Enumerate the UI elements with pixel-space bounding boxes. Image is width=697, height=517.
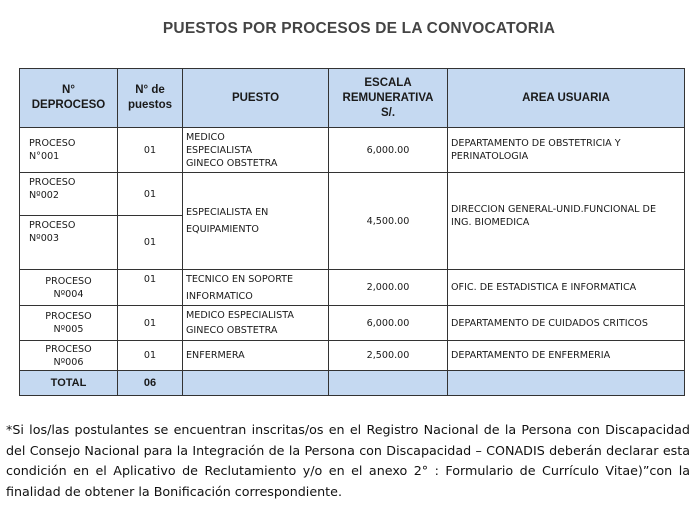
proceso-number: Nº005 — [53, 324, 84, 335]
proceso-number: Nº003 — [29, 233, 60, 244]
header-num-line1: N° de — [135, 84, 165, 96]
proceso-number: N°001 — [29, 151, 60, 162]
proceso-label: PROCESO — [45, 343, 92, 355]
cell-num: 01 — [118, 341, 183, 371]
header-puesto: PUESTO — [183, 69, 329, 128]
cell-proceso — [20, 270, 118, 306]
cell-escala: 4,500.00 — [329, 173, 448, 270]
cell-puesto — [183, 306, 329, 341]
footnote: *Si los/las postulantes se encuentran inscritas/os en el Registro Nacional de la Persona con Discapacidad del Consejo Nacional para la Integración de la Persona con Discapacidad – CONADIS deberán declarar esta condición en el Aplicativo de Reclutamiento y/o en el anexo 2° : Formulario de Currículo Vitae)”con la finalidad de obtener la Bonificación correspondiente. — [6, 422, 690, 499]
area-line1: DIRECCION GENERAL-UNID.FUNCIONAL DE — [451, 204, 657, 215]
positions-table — [19, 68, 685, 396]
proceso-label: PROCESO — [29, 138, 76, 149]
area-line2: ING. BIOMEDICA — [451, 217, 530, 228]
total-value: 06 — [118, 371, 183, 396]
puesto-line1: MEDICO — [186, 131, 225, 143]
cell-puesto: ENFERMERA — [183, 341, 329, 371]
header-escala — [329, 69, 448, 128]
cell-proceso — [20, 128, 118, 173]
proceso-label: PROCESO — [29, 220, 76, 231]
header-escala-line3: S/. — [380, 106, 396, 119]
cell-num: 01 — [118, 270, 183, 306]
cell-area: DEPARTAMENTO DE ENFERMERIA — [448, 341, 685, 371]
total-label: TOTAL — [20, 371, 118, 396]
cell-escala: 2,500.00 — [329, 341, 448, 371]
cell-puesto — [183, 128, 329, 173]
cell-proceso — [20, 173, 118, 216]
header-proceso-line2: DEPROCESO — [31, 99, 106, 111]
cell-area — [448, 128, 685, 173]
cell-puesto — [183, 270, 329, 306]
table-row — [20, 128, 685, 173]
puesto-line3: GINECO OBSTETRA — [186, 157, 278, 169]
cell-escala: 2,000.00 — [329, 270, 448, 306]
proceso-number: Nº002 — [29, 190, 60, 201]
puesto-line2: ESPECIALISTA — [186, 144, 253, 156]
cell-area: OFIC. DE ESTADISTICA E INFORMATICA — [448, 270, 685, 306]
table-row — [20, 341, 685, 371]
header-num-puestos — [118, 69, 183, 128]
total-empty-cell — [183, 371, 329, 396]
header-proceso — [20, 69, 118, 128]
total-empty-cell — [329, 371, 448, 396]
cell-puesto — [183, 173, 329, 270]
header-proceso-line1: N° — [62, 84, 75, 96]
puesto-line1: MEDICO ESPECIALISTA — [186, 310, 294, 321]
area-line2: PERINATOLOGIA — [451, 151, 529, 162]
puesto-line2: INFORMATICO — [186, 290, 253, 302]
puesto-line1: ESPECIALISTA EN — [186, 207, 269, 218]
table-row — [20, 173, 685, 216]
header-num-line2: puestos — [127, 99, 173, 111]
puesto-line1: TECNICO EN SOPORTE — [186, 273, 294, 285]
proceso-number: Nº006 — [53, 356, 84, 368]
cell-proceso — [20, 216, 118, 270]
proceso-number: Nº004 — [53, 288, 84, 300]
proceso-label: PROCESO — [45, 311, 92, 322]
cell-num: 01 — [118, 306, 183, 341]
cell-num: 01 — [118, 173, 183, 216]
total-row — [20, 371, 685, 396]
proceso-label: PROCESO — [29, 177, 76, 188]
table-row — [20, 306, 685, 341]
puesto-line2: GINECO OBSTETRA — [186, 325, 278, 336]
header-area: AREA USUARIA — [448, 69, 685, 128]
cell-num: 01 — [118, 216, 183, 270]
header-escala-line2: REMUNERATIVA — [342, 91, 434, 104]
header-escala-line1: ESCALA — [364, 76, 412, 89]
table-row — [20, 270, 685, 306]
table-header-row — [20, 69, 685, 128]
cell-escala: 6,000.00 — [329, 306, 448, 341]
cell-proceso — [20, 306, 118, 341]
cell-area — [448, 173, 685, 270]
total-empty-cell — [448, 371, 685, 396]
cell-area: DEPARTAMENTO DE CUIDADOS CRITICOS — [448, 306, 685, 341]
proceso-label: PROCESO — [45, 275, 92, 287]
page-title: PUESTOS POR PROCESOS DE LA CONVOCATORIA — [162, 20, 556, 37]
cell-escala: 6,000.00 — [329, 128, 448, 173]
puesto-line2: EQUIPAMIENTO — [186, 224, 259, 235]
cell-num: 01 — [118, 128, 183, 173]
area-line1: DEPARTAMENTO DE OBSTETRICIA Y — [451, 138, 621, 149]
cell-proceso — [20, 341, 118, 371]
